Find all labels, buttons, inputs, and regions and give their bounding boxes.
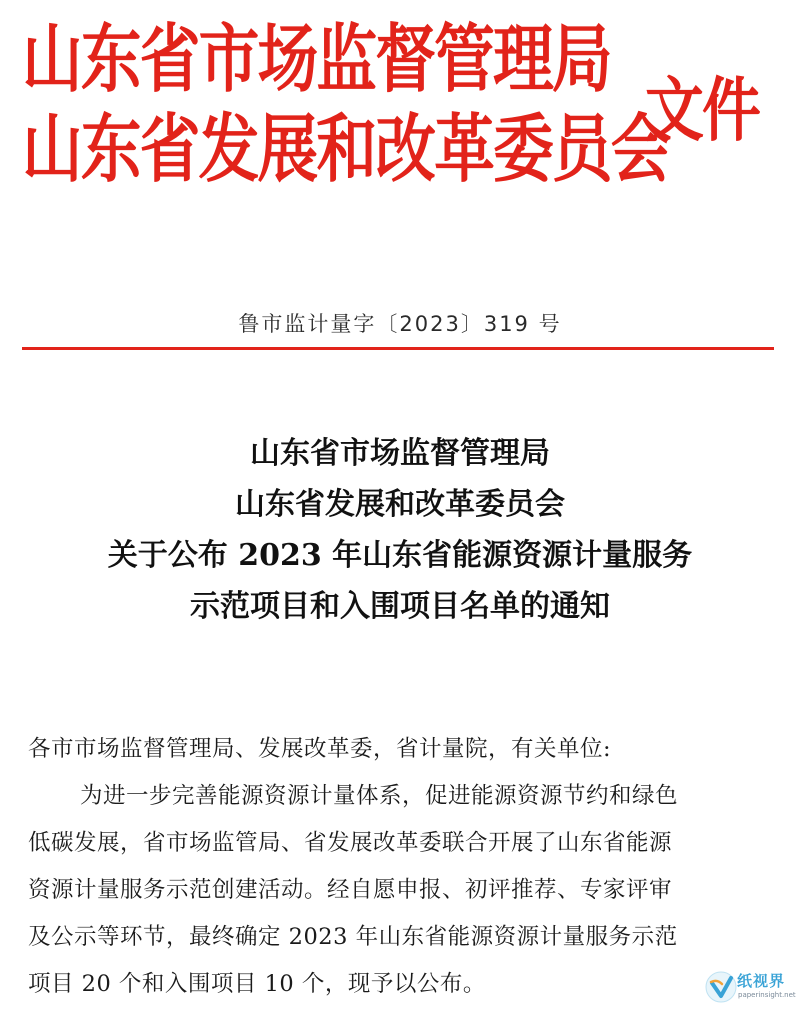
doc-type-label: 文件 — [645, 69, 760, 152]
paragraph-line: 及公示等环节，最终确定 2023 年山东省能源资源计量服务示范 — [28, 924, 678, 950]
paragraph-line: 资源计量服务示范创建活动。经自愿申报、初评推荐、专家评审 — [28, 877, 673, 903]
watermark-brand: 纸视界 — [737, 972, 786, 990]
title-line-4: 示范项目和入围项目名单的通知 — [190, 589, 610, 624]
recipients-line: 各市市场监督管理局、发展改革委，省计量院，有关单位: — [28, 736, 612, 762]
paragraph-line: 项目 20 个和入围项目 10 个，现予以公布。 — [28, 971, 486, 997]
watermark-url: paperinsight.net — [738, 991, 796, 999]
red-header — [0, 0, 800, 300]
document-number: 鲁市监计量字〔2023〕319 号 — [238, 312, 562, 336]
paragraph-line: 低碳发展，省市场监管局、省发展改革委联合开展了山东省能源 — [28, 830, 673, 856]
title-line-2: 山东省发展和改革委员会 — [235, 487, 565, 522]
issuer-line-2: 山东省发展和改革委员会 — [22, 105, 670, 193]
document-body — [28, 726, 778, 1008]
watermark — [704, 968, 796, 1006]
document-title — [0, 428, 800, 632]
title-line-1: 山东省市场监督管理局 — [250, 436, 550, 471]
paragraph-line: 为进一步完善能源资源计量体系，促进能源资源节约和绿色 — [80, 783, 679, 809]
issuer-line-1: 山东省市场监督管理局 — [22, 15, 611, 103]
red-divider — [22, 347, 774, 350]
title-line-3: 关于公布 2023 年山东省能源资源计量服务 — [107, 538, 693, 573]
paperinsight-logo-icon — [704, 970, 738, 1004]
